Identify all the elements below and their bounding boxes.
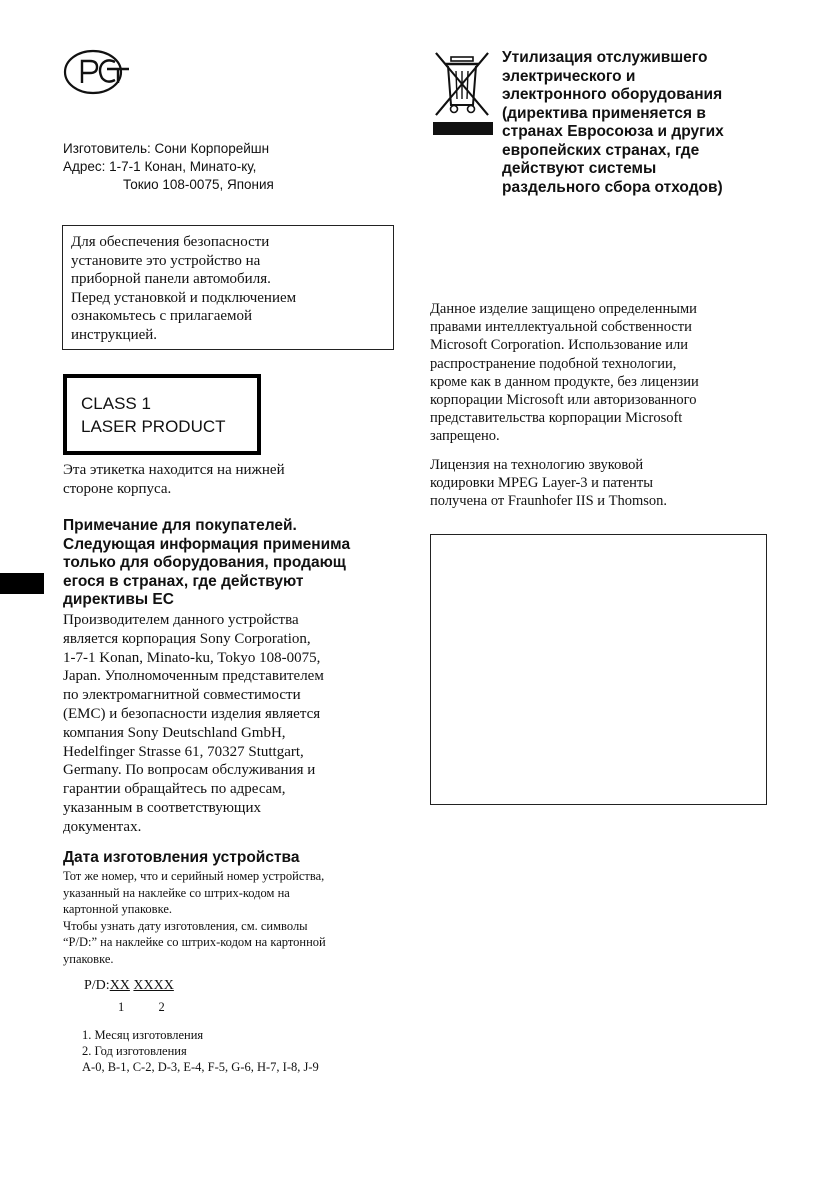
safety-line: ознакомьтесь с прилагаемой xyxy=(71,308,253,324)
weee-title-line: электрического и xyxy=(502,67,636,85)
pd-marker-2: 2 xyxy=(158,1000,165,1014)
laser-class: CLASS 1 xyxy=(81,394,151,413)
ms-line: правами интеллектуальной собственности xyxy=(430,319,692,336)
eu-body-line: гарантии обращайтесь по адресам, xyxy=(63,781,286,798)
eu-body-line: Производителем данного устройства xyxy=(63,612,299,628)
eu-body-line: 1-7-1 Konan, Minato-ku, Tokyo 108-0075, xyxy=(63,649,321,666)
eu-body-line: документах. xyxy=(63,818,142,835)
weee-title-line: европейских странах, где xyxy=(502,141,700,159)
laser-product-label xyxy=(63,374,261,455)
safety-line: инструкцией. xyxy=(71,326,158,343)
date-body-line: “P/D:” на наклейке со штрих-кодом на картонной xyxy=(63,935,326,949)
weee-title xyxy=(502,49,724,197)
section-tab-marker xyxy=(0,573,44,594)
eu-body-line: Hedelfinger Strasse 61, 70327 Stuttgart, xyxy=(63,743,304,760)
ms-line: запрещено. xyxy=(430,428,500,445)
ms-line: распространение подобной технологии, xyxy=(430,355,677,372)
safety-line: установите это устройство на xyxy=(71,252,261,269)
safety-notice-box xyxy=(62,225,394,350)
weee-title-line: электронного оборудования xyxy=(502,86,723,103)
label-location-note xyxy=(63,461,285,499)
address-label: Адрес: xyxy=(63,159,106,174)
date-body-line: картонной упаковке. xyxy=(63,902,173,916)
maker-value: Сони Корпорейшн xyxy=(154,141,270,156)
ms-line: Microsoft Corporation. Использование или xyxy=(430,337,689,354)
microsoft-notice xyxy=(430,300,699,446)
date-body-line: упаковке. xyxy=(63,951,114,966)
address-line-1: 1-7-1 Конан, Минато-ку, xyxy=(109,159,257,174)
weee-title-line: действуют системы xyxy=(502,160,657,177)
ms-line: Данное изделие защищено определенными xyxy=(430,301,697,317)
eu-title-line: егося в странах, где действуют xyxy=(63,572,304,590)
maker-label: Изготовитель: xyxy=(63,141,151,156)
mp3-line: кодировки MPEG Layer-3 и патенты xyxy=(430,475,654,492)
pd-prefix: P/D: xyxy=(84,978,110,993)
pd-code-example xyxy=(84,978,174,994)
date-body-line: Чтобы узнать дату изготовления, см. символы xyxy=(63,918,308,933)
safety-line: Для обеспечения безопасности xyxy=(71,234,270,250)
weee-title-line: Утилизация отслужившего xyxy=(502,49,708,66)
label-note-line: стороне корпуса. xyxy=(63,481,172,497)
eu-body-line: компания Sony Deutschland GmbH, xyxy=(63,724,286,741)
manufacture-date-body xyxy=(63,868,326,967)
label-note-line: Эта этикетка находится на нижней xyxy=(63,462,285,478)
ms-line: кроме как в данном продукте, без лицензии xyxy=(430,373,699,390)
date-body-line: Тот же номер, что и серийный номер устройства, xyxy=(63,869,325,883)
legend-line: A-0, B-1, C-2, D-3, E-4, F-5, G-6, H-7, I-8, J-9 xyxy=(82,1060,319,1074)
eu-title-line: Примечание для покупателей. xyxy=(63,517,297,534)
manufacturer-info xyxy=(63,140,274,194)
weee-title-line: странах Евросоюза и других xyxy=(502,123,724,140)
eu-body-line: указанным в соответствующих xyxy=(63,799,261,816)
pd-month-code: XX xyxy=(109,978,130,993)
ms-line: представительства корпорации Microsoft xyxy=(430,410,683,427)
eu-body-line: (EMC) и безопасности изделия является xyxy=(63,705,321,722)
eu-body-line: Japan. Уполномоченным представителем xyxy=(63,668,324,685)
manufacture-date-title: Дата изготовления устройства xyxy=(63,849,300,866)
safety-line: Перед установкой и подключением xyxy=(71,289,297,306)
safety-line: приборной панели автомобиля. xyxy=(71,271,271,287)
address-line-2: Токио 108-0075, Япония xyxy=(123,177,274,192)
eu-body-line: Germany. По вопросам обслуживания и xyxy=(63,762,316,779)
gost-r-certification-icon xyxy=(63,48,131,96)
legend-line: 1. Месяц изготовления xyxy=(82,1028,204,1042)
ms-line: корпорации Microsoft или авторизованного xyxy=(430,392,697,409)
pd-marker-1: 1 xyxy=(118,1000,125,1014)
weee-title-line: раздельного сбора отходов) xyxy=(502,178,723,196)
eu-title-line: только для оборудования, продающ xyxy=(63,554,346,571)
mp3-line: получена от Fraunhofer IIS и Thomson. xyxy=(430,493,668,510)
blank-framed-box xyxy=(430,534,767,805)
legend-line: 2. Год изготовления xyxy=(82,1044,187,1058)
eu-notice-body xyxy=(63,611,324,837)
pd-year-code: XXXX xyxy=(133,978,174,993)
mp3-license-notice xyxy=(430,456,667,511)
mp3-line: Лицензия на технологию звуковой xyxy=(430,457,644,473)
pd-legend xyxy=(82,1027,319,1075)
crossed-out-wheelie-bin-icon xyxy=(431,47,493,135)
eu-title-line: Следующая информация применима xyxy=(63,535,351,553)
eu-notice-title xyxy=(63,517,350,610)
eu-body-line: по электромагнитной совместимости xyxy=(63,687,301,704)
eu-body-line: является корпорация Sony Corporation, xyxy=(63,630,311,647)
pd-markers xyxy=(118,1000,165,1015)
eu-title-line: директивы ЕС xyxy=(63,591,174,608)
date-body-line: указанный на наклейке со штрих-кодом на xyxy=(63,885,290,900)
laser-product: LASER PRODUCT xyxy=(81,417,226,436)
weee-title-line: (директива применяется в xyxy=(502,104,706,122)
